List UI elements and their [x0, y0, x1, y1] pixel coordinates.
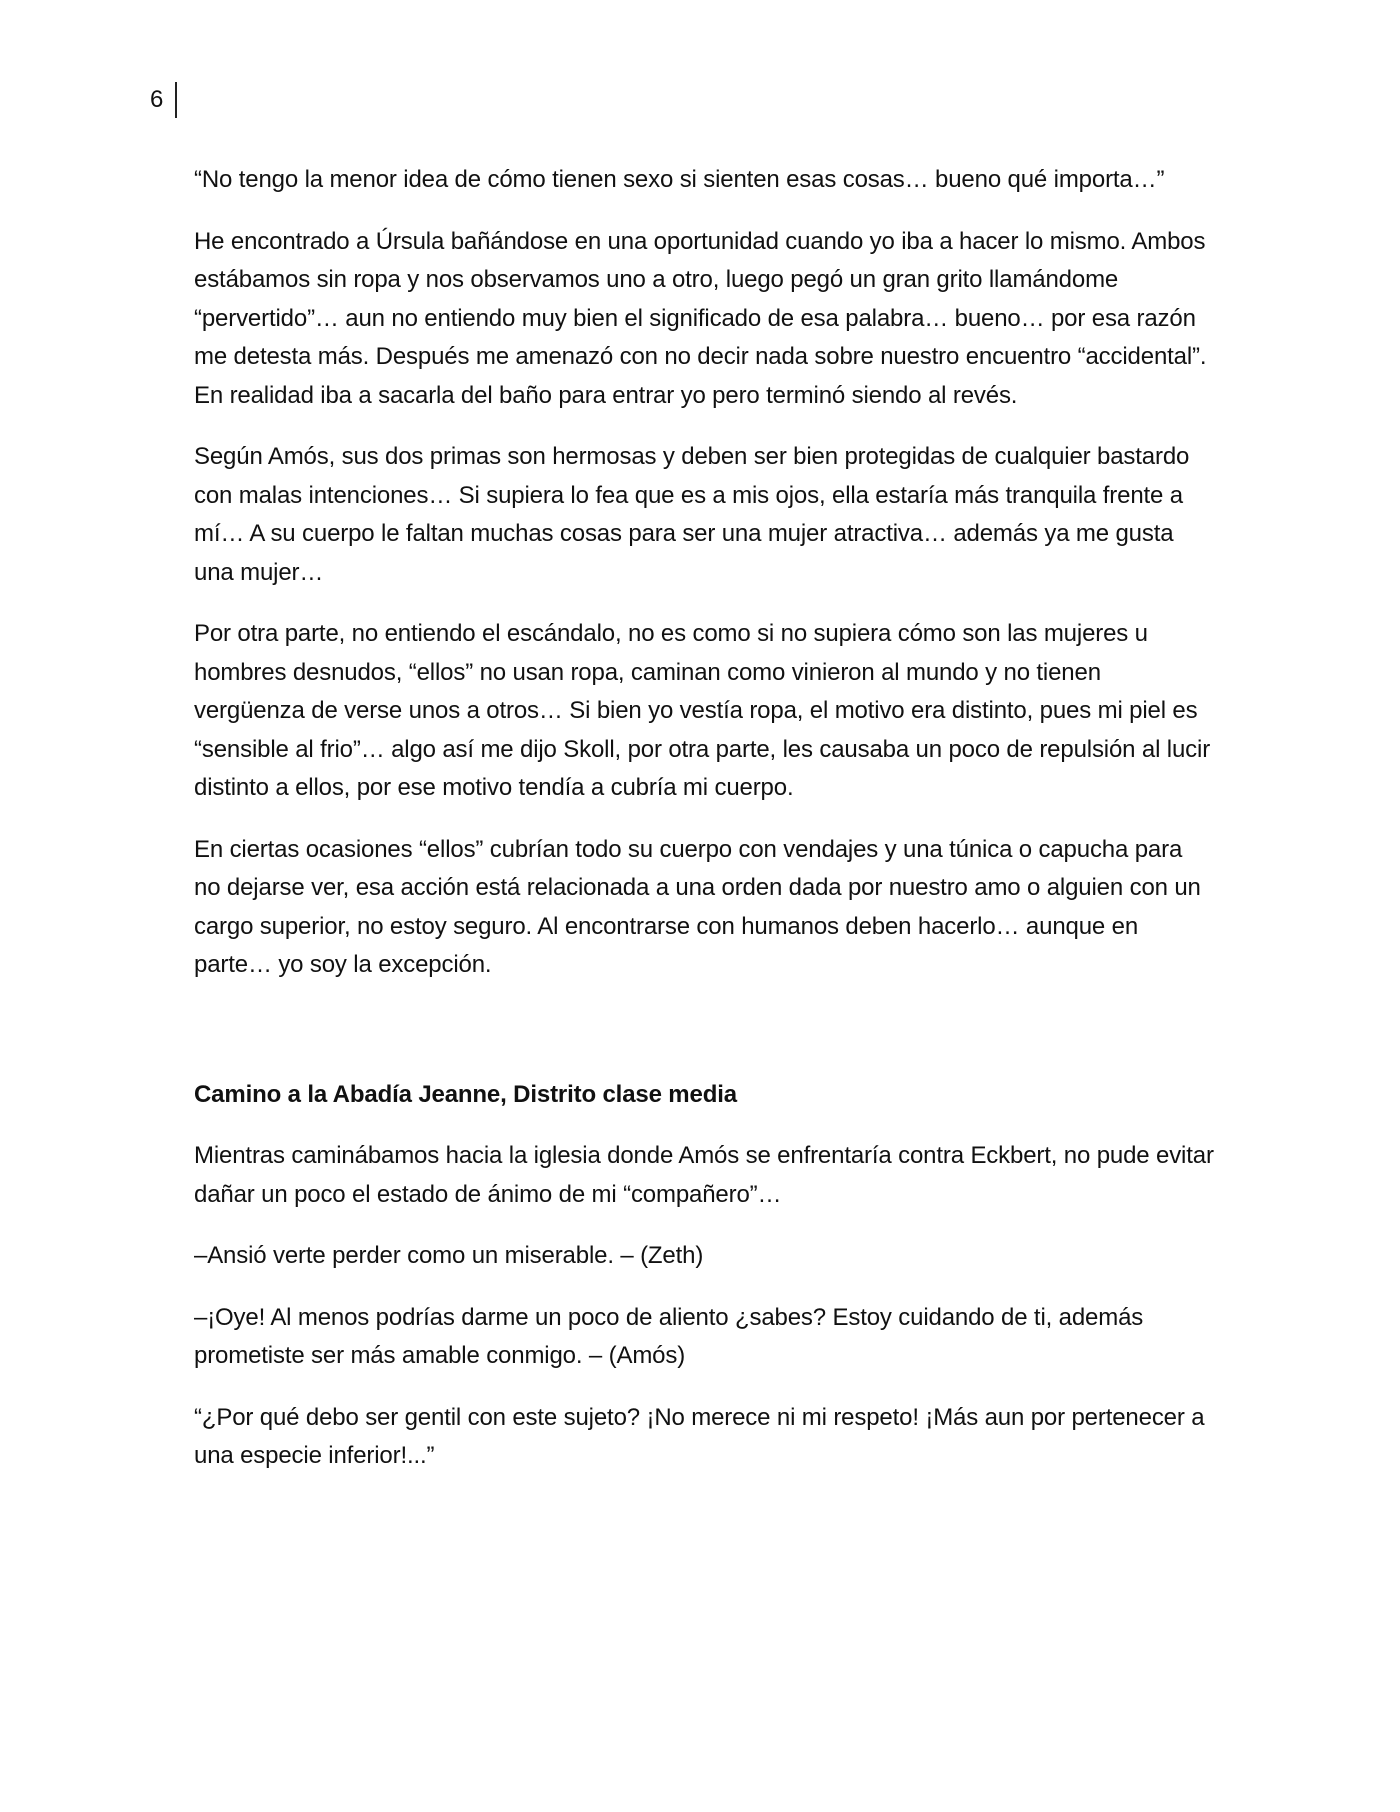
- paragraph: Por otra parte, no entiendo el escándalo, no es como si no supiera cómo son las mujeres u hombres desnudos, “ellos” no usan ropa, caminan como vinieron al mundo y no tienen vergüenza de verse unos a otros… Si bien yo vestía ropa, el motivo era distinto, pues mi piel es “sensible al frio”… algo así me dijo Skoll, por otra parte, les causaba un poco de repulsión al lucir distinto a ellos, por ese motivo tendía a cubría mi cuerpo.: [194, 620, 1211, 801]
- section-gap: [194, 1008, 1214, 1076]
- page-header: [150, 80, 177, 120]
- paragraph: He encontrado a Úrsula bañándose en una oportunidad cuando yo iba a hacer lo mismo. Ambos estábamos sin ropa y nos observamos uno a otro, luego pegó un gran grito llamándome “pervertido”… aun no entiendo muy bien el significado de esa palabra… bueno… por esa razón me detesta más. Después me amenazó con no decir nada sobre nuestro encuentro “accidental”. En realidad iba a sacarla del baño para entrar yo pero terminó siendo al revés.: [194, 227, 1207, 409]
- header-divider: [175, 82, 177, 118]
- dialogue-line: –¡Oye! Al menos podrías darme un poco de aliento ¿sabes? Estoy cuidando de ti, además prometiste ser más amable conmigo. – (Amós): [194, 1303, 1144, 1369]
- paragraph: “No tengo la menor idea de cómo tienen sexo si sienten esas cosas… bueno qué importa…”: [194, 166, 1165, 193]
- paragraph: Mientras caminábamos hacia la iglesia donde Amós se enfrentaría contra Eckbert, no pude evitar dañar un poco el estado de ánimo de mi “compañero”…: [194, 1142, 1214, 1208]
- page-body: [194, 161, 1214, 1499]
- paragraph: En ciertas ocasiones “ellos” cubrían todo su cuerpo con vendajes y una túnica o capucha para no dejarse ver, esa acción está relacionada a una orden dada por nuestro amo o alguien con un cargo superior, no estoy seguro. Al encontrarse con humanos deben hacerlo… aunque en parte… yo soy la excepción.: [194, 835, 1201, 978]
- page-number: 6: [150, 86, 164, 113]
- paragraph: “¿Por qué debo ser gentil con este sujeto? ¡No merece ni mi respeto! ¡Más aun por pertenecer a una especie inferior!...”: [194, 1403, 1205, 1469]
- paragraph: Según Amós, sus dos primas son hermosas y deben ser bien protegidas de cualquier bastardo con malas intenciones… Si supiera lo fea que es a mis ojos, ella estaría más tranquila frente a mí… A su cuerpo le faltan muchas cosas para ser una mujer atractiva… además ya me gusta una mujer…: [194, 443, 1190, 586]
- dialogue-line: –Ansió verte perder como un miserable. – (Zeth): [194, 1242, 704, 1269]
- section-heading: Camino a la Abadía Jeanne, Distrito clase media: [194, 1080, 737, 1108]
